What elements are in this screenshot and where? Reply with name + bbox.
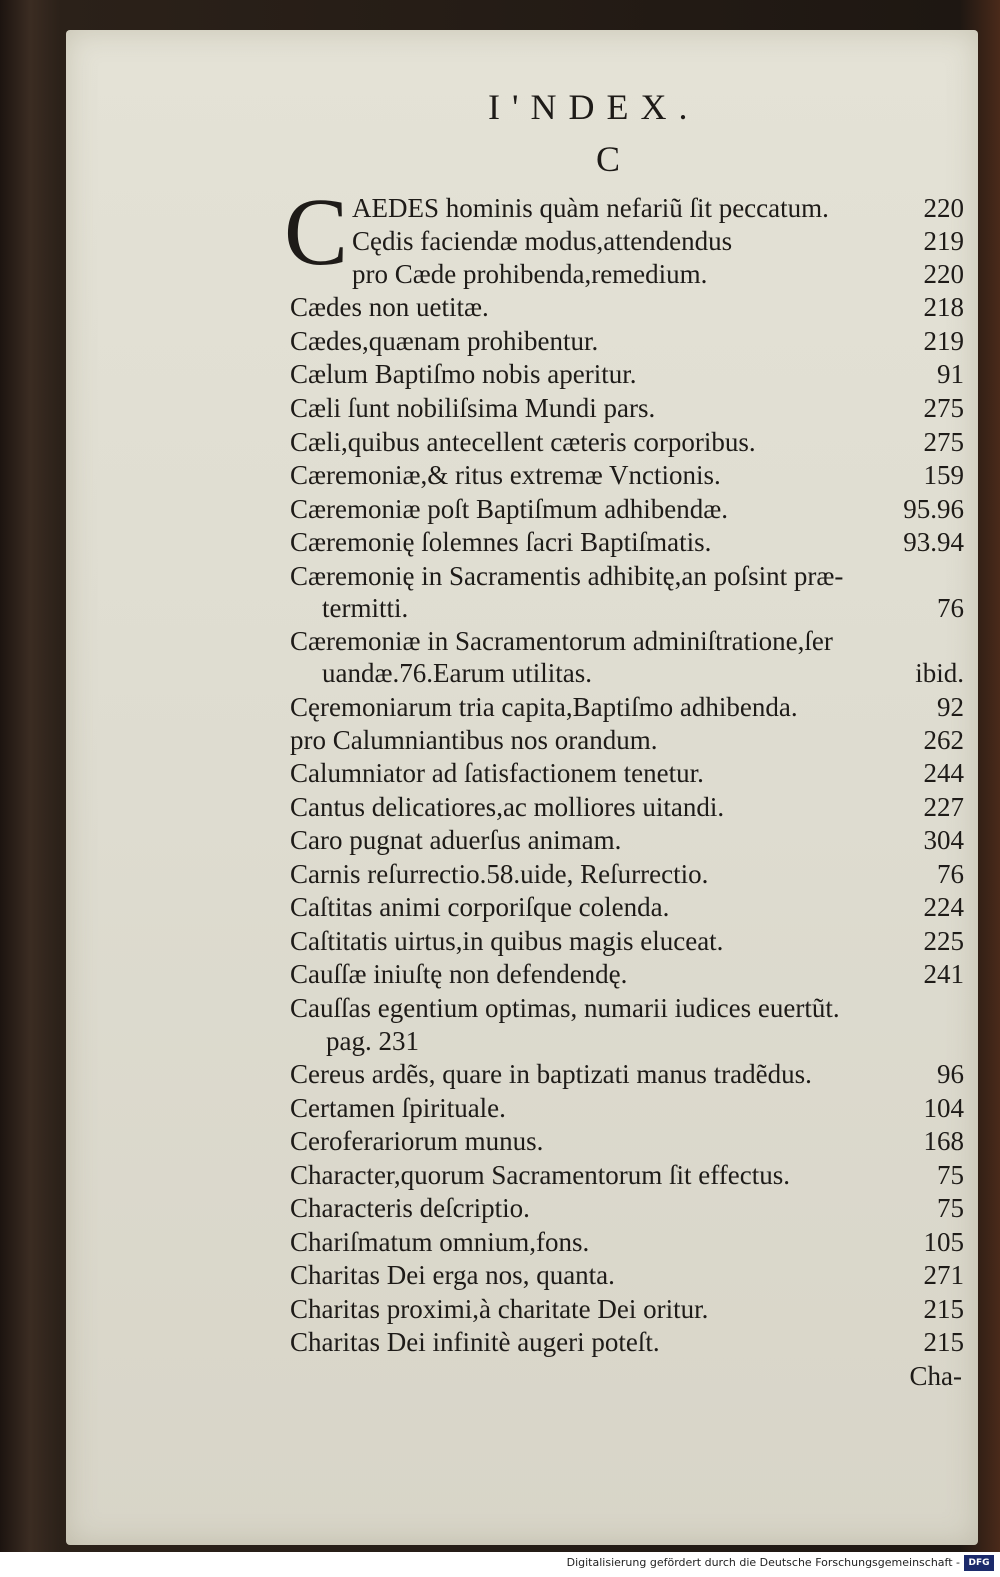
entry-page: 168 — [923, 1126, 964, 1156]
index-entry — [290, 824, 964, 856]
entry-text: Cæremonię ſolemnes ſacri Baptiſmatis. — [290, 527, 712, 557]
funding-note: Digitalisierung gefördert durch die Deutsche Forschungsgemeinschaft - — [566, 1556, 960, 1569]
catchword: Cha- — [909, 1361, 962, 1391]
index-entry — [290, 1293, 964, 1325]
entry-page: 159 — [923, 460, 964, 490]
entry-page: 76 — [937, 859, 964, 889]
entry-page: 244 — [923, 758, 964, 788]
entry-page: 219 — [923, 226, 964, 256]
entry-text: AEDES hominis quàm nefariũ ſit peccatum. — [352, 193, 829, 223]
entry-text: Caro pugnat aduerſus animam. — [290, 825, 622, 855]
entry-text: Cauſſas egentium optimas, numarii iudices euertũt. — [290, 993, 840, 1023]
entry-page: 271 — [923, 1260, 964, 1290]
entry-page: 96 — [937, 1059, 964, 1089]
entry-page: 218 — [923, 292, 964, 322]
index-entry — [290, 757, 964, 789]
entry-text: Cæli ſunt nobiliſsima Mundi pars. — [290, 393, 656, 423]
index-entry — [322, 657, 964, 689]
index-entry — [290, 325, 964, 357]
entry-page: 262 — [923, 725, 964, 755]
index-entry — [290, 724, 964, 756]
entry-page: 220 — [923, 259, 964, 289]
entry-text: Chariſmatum omnium,fons. — [290, 1227, 590, 1257]
entry-page: 227 — [923, 792, 964, 822]
index-entry — [352, 258, 964, 290]
entry-page: 91 — [937, 359, 964, 389]
entry-text: Charitas Dei infinitè augeri poteſt. — [290, 1327, 660, 1357]
entry-text: Cauſſæ iniuſtę non defendendę. — [290, 959, 628, 989]
entry-text: Cæremoniæ,& ritus extremæ Vnctionis. — [290, 460, 721, 490]
index-entry — [352, 192, 964, 224]
index-entry — [290, 1092, 964, 1124]
entry-text: Cereus ardẽs, quare in baptizati manus tradẽdus. — [290, 1059, 812, 1089]
entry-text: Cæremonię in Sacramentis adhibitę,an poſsint præ- — [290, 561, 844, 591]
entry-text: Cælum Baptiſmo nobis aperitur. — [290, 359, 637, 389]
entry-page: 304 — [923, 825, 964, 855]
entry-page: 225 — [923, 926, 964, 956]
entry-text: Character,quorum Sacramentorum ſit effectus. — [290, 1160, 790, 1190]
entry-text: Charitas Dei erga nos, quanta. — [290, 1260, 615, 1290]
entry-page: 76 — [937, 593, 964, 623]
index-entry — [290, 493, 964, 525]
entry-page: 75 — [937, 1160, 964, 1190]
index-entry — [290, 992, 964, 1024]
index-entry — [290, 526, 964, 558]
entry-text: Ceroferariorum munus. — [290, 1126, 544, 1156]
index-entry — [290, 560, 964, 592]
entry-page: ibid. — [915, 658, 964, 688]
index-entry — [290, 1159, 964, 1191]
index-entry — [290, 426, 964, 458]
entry-page: 224 — [923, 892, 964, 922]
entry-text: Caſtitas animi corporiſque colenda. — [290, 892, 670, 922]
entry-text: Caſtitatis uirtus,in quibus magis eluceat. — [290, 926, 724, 956]
entry-text: Cæli,quibus antecellent cæteris corporibus. — [290, 427, 756, 457]
entry-text: Cędis faciendæ modus,attendendus — [352, 226, 733, 256]
entry-page: 215 — [923, 1327, 964, 1357]
entry-text: Cantus delicatiores,ac molliores uitandi. — [290, 792, 725, 822]
drop-cap: C — [284, 178, 349, 285]
index-entry — [290, 858, 964, 890]
index-entry — [290, 1058, 964, 1090]
index-entry — [290, 1259, 964, 1291]
dfg-logo-icon: DFG — [964, 1555, 994, 1571]
entry-page: 220 — [923, 193, 964, 223]
index-entry — [290, 791, 964, 823]
entry-page: 95.96 — [903, 494, 964, 524]
index-entry — [290, 691, 964, 723]
entry-page: 92 — [937, 692, 964, 722]
index-entry — [290, 1125, 964, 1157]
entry-text: Certamen ſpirituale. — [290, 1093, 506, 1123]
entry-page: 275 — [923, 393, 964, 423]
entry-text: Charitas proximi,à charitate Dei oritur. — [290, 1294, 709, 1324]
index-entry — [290, 392, 964, 424]
entry-text: uandæ.76.Earum utilitas. — [322, 658, 592, 688]
entry-page: 241 — [923, 959, 964, 989]
entry-text: termitti. — [322, 593, 409, 623]
index-entry — [290, 1192, 964, 1224]
index-entry — [290, 291, 964, 323]
running-title: I'NDEX. — [488, 87, 700, 127]
index-entry — [290, 358, 964, 390]
index-entry — [326, 1025, 964, 1057]
entry-page: 215 — [923, 1294, 964, 1324]
index-entry — [290, 925, 964, 957]
entry-text: Characteris deſcriptio. — [290, 1193, 530, 1223]
entry-page: 93.94 — [903, 527, 964, 557]
entry-page: 275 — [923, 427, 964, 457]
entry-text: Calumniator ad ſatisfactionem tenetur. — [290, 758, 704, 788]
index-entry — [352, 225, 964, 257]
section-letter: C — [596, 139, 621, 179]
index-entry — [290, 891, 964, 923]
entry-text: pro Calumniantibus nos orandum. — [290, 725, 658, 755]
index-entry — [290, 1226, 964, 1258]
entry-text: Cæremoniæ in Sacramentorum adminiſtratione,ſer — [290, 626, 833, 656]
entry-page: 219 — [923, 326, 964, 356]
index-entry — [322, 592, 964, 624]
index-entry — [290, 459, 964, 491]
entry-text: pag. 231 — [326, 1026, 419, 1056]
entry-text: Cædes non uetitæ. — [290, 292, 489, 322]
entry-page: 104 — [923, 1093, 964, 1123]
index-entry — [290, 1326, 964, 1358]
entry-text: Cæremoniæ poſt Baptiſmum adhibendæ. — [290, 494, 728, 524]
entry-text: Cęremoniarum tria capita,Baptiſmo adhibenda. — [290, 692, 798, 722]
entry-page: 75 — [937, 1193, 964, 1223]
entry-text: pro Cæde prohibenda,remedium. — [352, 259, 708, 289]
entry-text: Carnis reſurrectio.58.uide, Reſurrectio. — [290, 859, 709, 889]
entry-page: 105 — [923, 1227, 964, 1257]
index-entry — [290, 958, 964, 990]
entry-text: Cædes,quænam prohibentur. — [290, 326, 599, 356]
index-entry — [290, 625, 964, 657]
